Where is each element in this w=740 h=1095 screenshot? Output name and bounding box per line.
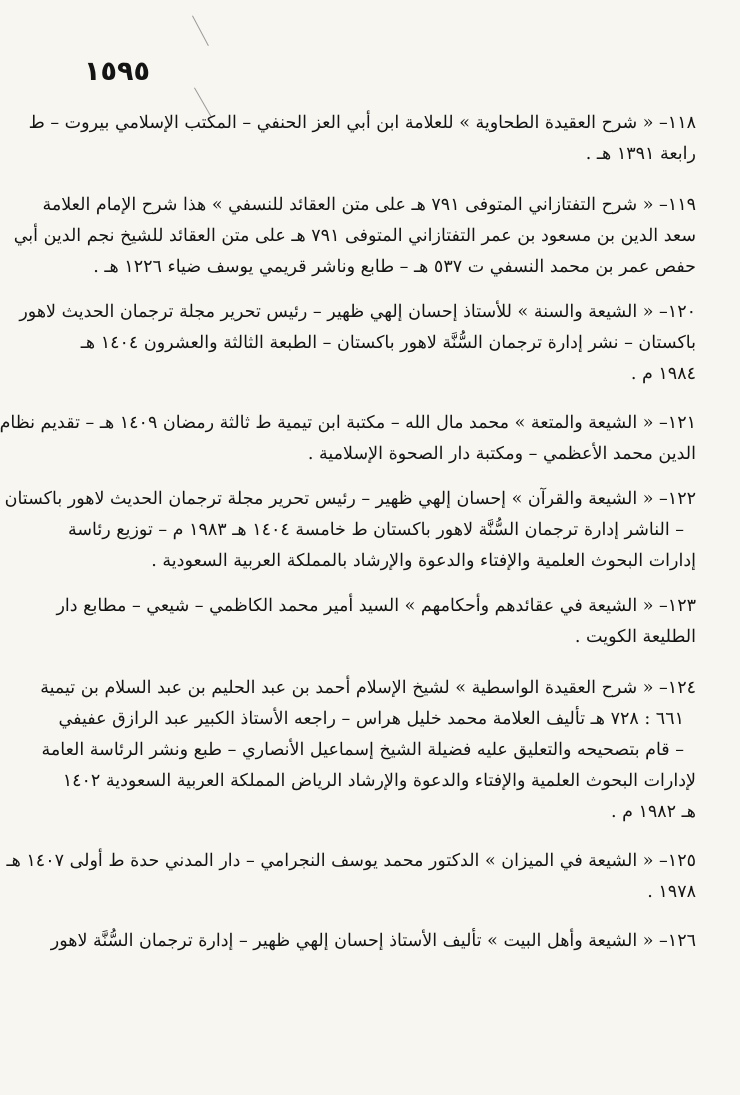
entry-line: ١٢١– « الشيعة والمتعة » محمد مال الله – مكتبة ابن تيمية ط ثالثة رمضان ١٤٠٩ هـ – تقديم نظام: [0, 413, 696, 433]
entry-line: ١٢٣– « الشيعة في عقائدهم وأحكامهم » السيد أمير محمد الكاظمي – شيعي – مطابع دار: [56, 596, 696, 616]
entry-line: حفص عمر بن محمد النسفي ت ٥٣٧ هـ – طابع وناشر قريمي يوسف ضياء ١٢٢٦ هـ .: [93, 257, 696, 277]
bibliography-list: [0, 108, 696, 957]
bibliography-entry-124: [40, 673, 696, 828]
entry-line: باكستان – نشر إدارة ترجمان السُّنَّة لاهور باكستان – الطبعة الثالثة والعشرون ١٤٠٤ هـ: [80, 333, 696, 353]
bibliography-entry-122: [4, 484, 696, 577]
entry-line: رابعة ١٣٩١ هـ .: [585, 144, 696, 164]
entry-line: ١٩٨٤ م .: [630, 364, 696, 384]
bibliography-entry-121: [0, 408, 696, 470]
entry-line: ١٢٤– « شرح العقيدة الواسطية » لشيخ الإسلام أحمد بن عبد الحليم بن عبد السلام بن تيمية: [40, 678, 696, 698]
entry-line: ١٢٢– « الشيعة والقرآن » إحسان إلهي ظهير – رئيس تحرير مجلة ترجمان الحديث لاهور باكستان: [4, 489, 696, 509]
entry-line: ١٩٧٨ .: [647, 882, 696, 902]
entry-line: ١١٩– « شرح التفتازاني المتوفى ٧٩١ هـ على متن العقائد للنسفي » هذا شرح الإمام العلامة: [42, 195, 696, 215]
page-number: ١٥٩٥: [84, 56, 150, 87]
entry-line: هـ ١٩٨٢ م .: [610, 802, 696, 822]
bibliography-entry-125: [6, 846, 696, 908]
entry-line: ١٢٠– « الشيعة والسنة » للأستاذ إحسان إلهي ظهير – رئيس تحرير مجلة ترجمان الحديث لاهور: [19, 302, 696, 322]
bibliography-entry-120: [19, 297, 696, 390]
entry-line: الطليعة الكويت .: [574, 627, 696, 647]
bibliography-entry-118: [28, 108, 696, 170]
entry-line: سعد الدين بن مسعود بن عمر التفتازاني المتوفى ٧٩١ هـ على متن العقائد للشيخ نجم الدين أبي: [13, 226, 696, 246]
bibliography-entry-126: [50, 926, 696, 957]
entry-line: لإدارات البحوث العلمية والإفتاء والدعوة والإرشاد الرياض المملكة العربية السعودية ١٤٠٢: [62, 771, 696, 791]
bibliography-entry-123: [56, 591, 696, 653]
entry-line: إدارات البحوث العلمية والإفتاء والدعوة والإرشاد بالمملكة العربية السعودية .: [151, 551, 696, 571]
entry-line: الدين محمد الأعظمي – ومكتبة دار الصحوة الإسلامية .: [307, 444, 696, 464]
entry-line: ١٢٦– « الشيعة وأهل البيت » تأليف الأستاذ إحسان إلهي ظهير – إدارة ترجمان السُّنَّة لاهور: [50, 931, 696, 951]
entry-line: ١١٨– « شرح العقيدة الطحاوية » للعلامة ابن أبي العز الحنفي – المكتب الإسلامي بيروت – ط: [28, 113, 696, 133]
bibliography-entry-119: [13, 190, 696, 283]
entry-line: – الناشر إدارة ترجمان السُّنَّة لاهور باكستان ط خامسة ١٤٠٤ هـ ١٩٨٣ م – توزيع رئاسة: [68, 520, 684, 540]
entry-line: ١٢٥– « الشيعة في الميزان » الدكتور محمد يوسف النجرامي – دار المدني حدة ط أولى ١٤٠٧ هـ: [6, 851, 696, 871]
scan-artifact-line-top: [192, 16, 209, 46]
entry-line: – قام بتصحيحه والتعليق عليه فضيلة الشيخ إسماعيل الأنصاري – طبع ونشر الرئاسة العامة: [41, 740, 684, 760]
entry-line: ٦٦١ : ٧٢٨ هـ تأليف العلامة محمد خليل هراس – راجعه الأستاذ الكبير عبد الرازق عفيفي: [58, 709, 684, 729]
